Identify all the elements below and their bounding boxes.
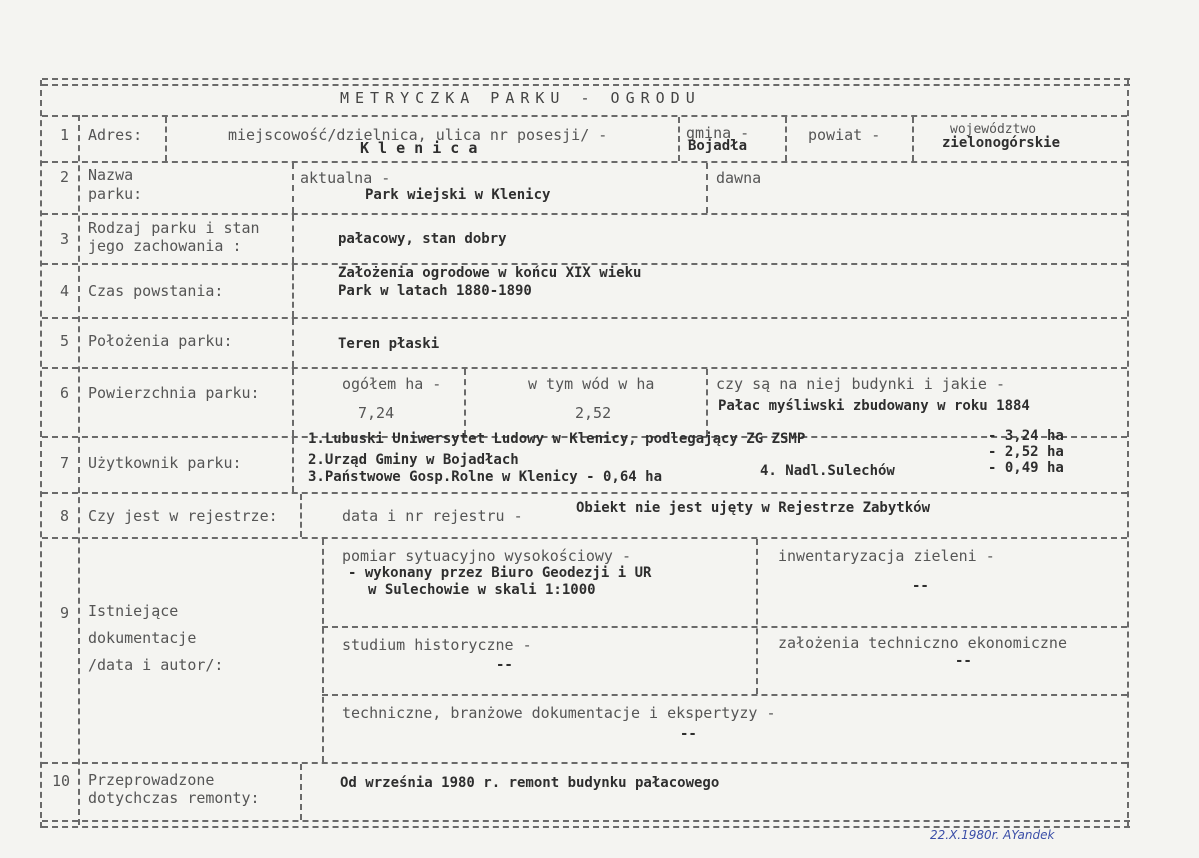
docs-label: /data i autor/:	[88, 656, 224, 674]
ogolem-label: ogółem ha -	[342, 375, 442, 393]
studium-value: --	[496, 657, 513, 673]
zalozenia-value: --	[955, 653, 972, 669]
wojewodztwo-value: zielonogórskie	[942, 135, 1061, 151]
pomiar-value: - wykonany przez Biuro Geodezji i UR	[348, 565, 652, 581]
techniczne-value: --	[680, 726, 697, 742]
area-label: Powierzchnia parku:	[88, 384, 260, 402]
address-value: K l e n i c a	[360, 139, 478, 157]
r1-div	[165, 117, 167, 161]
aktualna-label: aktualna -	[300, 169, 391, 187]
row-sep	[42, 115, 1127, 117]
r1-div	[785, 117, 787, 161]
studium-label: studium historyczne -	[342, 636, 532, 654]
r2-div	[706, 163, 708, 213]
user-line-1: 1.Lubuski Uniwersytet Ludowy w Klenicy, podlegający ZG ZSMP	[308, 431, 806, 447]
gmina-label: gmina -	[686, 124, 750, 142]
park-name-label: parku:	[88, 185, 143, 203]
row-number: 8	[60, 507, 70, 525]
zalozenia-label: założenia techniczno ekonomiczne	[778, 634, 1067, 652]
address-sublabel: miejscowość/dzielnica, ulica nr posesji/ -	[228, 126, 608, 144]
form-title: METRYCZKA PARKU - OGRODU	[340, 89, 701, 107]
user-line-4-value: - 0,49 ha	[988, 460, 1064, 476]
r1-div	[678, 117, 680, 161]
park-type-label: Rodzaj parku i stan	[88, 219, 260, 237]
aktualna-value: Park wiejski w Klenicy	[365, 187, 551, 203]
wod-value: 2,52	[575, 404, 612, 422]
creation-time-label: Czas powstania:	[88, 282, 224, 300]
park-type-value: pałacowy, stan dobry	[338, 231, 507, 247]
row-sep	[42, 213, 1127, 215]
renovation-value: Od września 1980 r. remont budynku pałacowego	[340, 775, 720, 791]
creation-time-value: Założenia ogrodowe w końcu XIX wieku	[338, 265, 642, 281]
r9-div	[322, 539, 324, 762]
frame-top	[42, 78, 1130, 80]
creation-time-value: Park w latach 1880-1890	[338, 283, 532, 299]
pomiar-value: w Sulechowie w skali 1:1000	[368, 582, 596, 598]
gmina-value: Bojadła	[688, 138, 748, 154]
row-number: 4	[60, 282, 70, 300]
user-line-3: 3.Państwowe Gosp.Rolne w Klenicy - 0,64 ha	[308, 469, 663, 485]
frame-bottom	[42, 820, 1130, 822]
registry-value: Obiekt nie jest ujęty w Rejestrze Zabytków	[576, 500, 931, 516]
location-value: Teren płaski	[338, 336, 440, 352]
r4-div	[292, 265, 294, 317]
pomiar-label: pomiar sytuacyjno wysokościowy -	[342, 547, 631, 565]
r5-div	[292, 319, 294, 367]
renovation-label: dotychczas remonty:	[88, 789, 260, 807]
row-sep	[42, 317, 1127, 319]
wod-label: w tym wód w ha	[528, 375, 655, 393]
frame-top-inner	[42, 84, 1130, 86]
row-number: 1	[60, 126, 70, 144]
dawna-label: dawna	[716, 169, 762, 187]
frame-left	[40, 80, 42, 828]
user-line-2-value: - 2,52 ha	[988, 444, 1064, 460]
row-number: 10	[52, 772, 71, 790]
handwritten-signature: 22.X.1980r. AYandek	[930, 828, 1055, 842]
docs-label: dokumentacje	[88, 629, 197, 647]
user-line-4: 4. Nadl.Sulechów	[760, 463, 895, 479]
row-number: 6	[60, 384, 70, 402]
row-sep	[42, 492, 1127, 494]
r10-div	[300, 764, 302, 820]
ogolem-value: 7,24	[358, 404, 395, 422]
r6-div	[464, 369, 466, 436]
row-number: 7	[60, 454, 70, 472]
r8-div	[300, 494, 302, 537]
row-sep	[42, 161, 1127, 163]
inwentaryzacja-label: inwentaryzacja zieleni -	[778, 547, 995, 565]
r6-div	[292, 369, 294, 436]
docs-label: Istniejące	[88, 602, 179, 620]
r7-div	[292, 438, 294, 492]
sub-sep	[322, 626, 1127, 628]
num-col-line	[78, 115, 80, 825]
park-type-label: jego zachowania :	[88, 237, 242, 255]
address-label: Adres:	[88, 126, 143, 144]
wojewodztwo-label: województwo	[950, 122, 1037, 137]
row-sep	[42, 537, 1127, 539]
budynki-value: Pałac myśliwski zbudowany w roku 1884	[718, 398, 1030, 414]
r1-div	[912, 117, 914, 161]
r9-div	[756, 539, 758, 694]
park-name-label: Nazwa	[88, 166, 134, 184]
frame-right	[1127, 80, 1129, 828]
row-sep	[42, 367, 1127, 369]
row-number: 2	[60, 168, 70, 186]
user-line-2: 2.Urząd Gminy w Bojadłach	[308, 452, 519, 468]
sub-sep	[322, 694, 1127, 696]
budynki-label: czy są na niej budynki i jakie -	[716, 375, 1005, 393]
row-number: 9	[60, 604, 70, 622]
user-label: Użytkownik parku:	[88, 454, 242, 472]
registry-sublabel: data i nr rejestru -	[342, 507, 523, 525]
registry-label: Czy jest w rejestrze:	[88, 507, 278, 525]
r2-div	[292, 163, 294, 213]
inwentaryzacja-value: --	[912, 578, 929, 594]
powiat-label: powiat -	[808, 126, 881, 144]
row-number: 3	[60, 230, 70, 248]
r6-div	[706, 369, 708, 436]
row-sep	[42, 762, 1127, 764]
r3-div	[292, 215, 294, 263]
renovation-label: Przeprowadzone	[88, 771, 215, 789]
location-label: Położenia parku:	[88, 332, 233, 350]
user-line-1-value: - 3,24 ha	[988, 428, 1064, 444]
row-number: 5	[60, 332, 70, 350]
techniczne-label: techniczne, branżowe dokumentacje i ekspertyzy -	[342, 704, 776, 722]
